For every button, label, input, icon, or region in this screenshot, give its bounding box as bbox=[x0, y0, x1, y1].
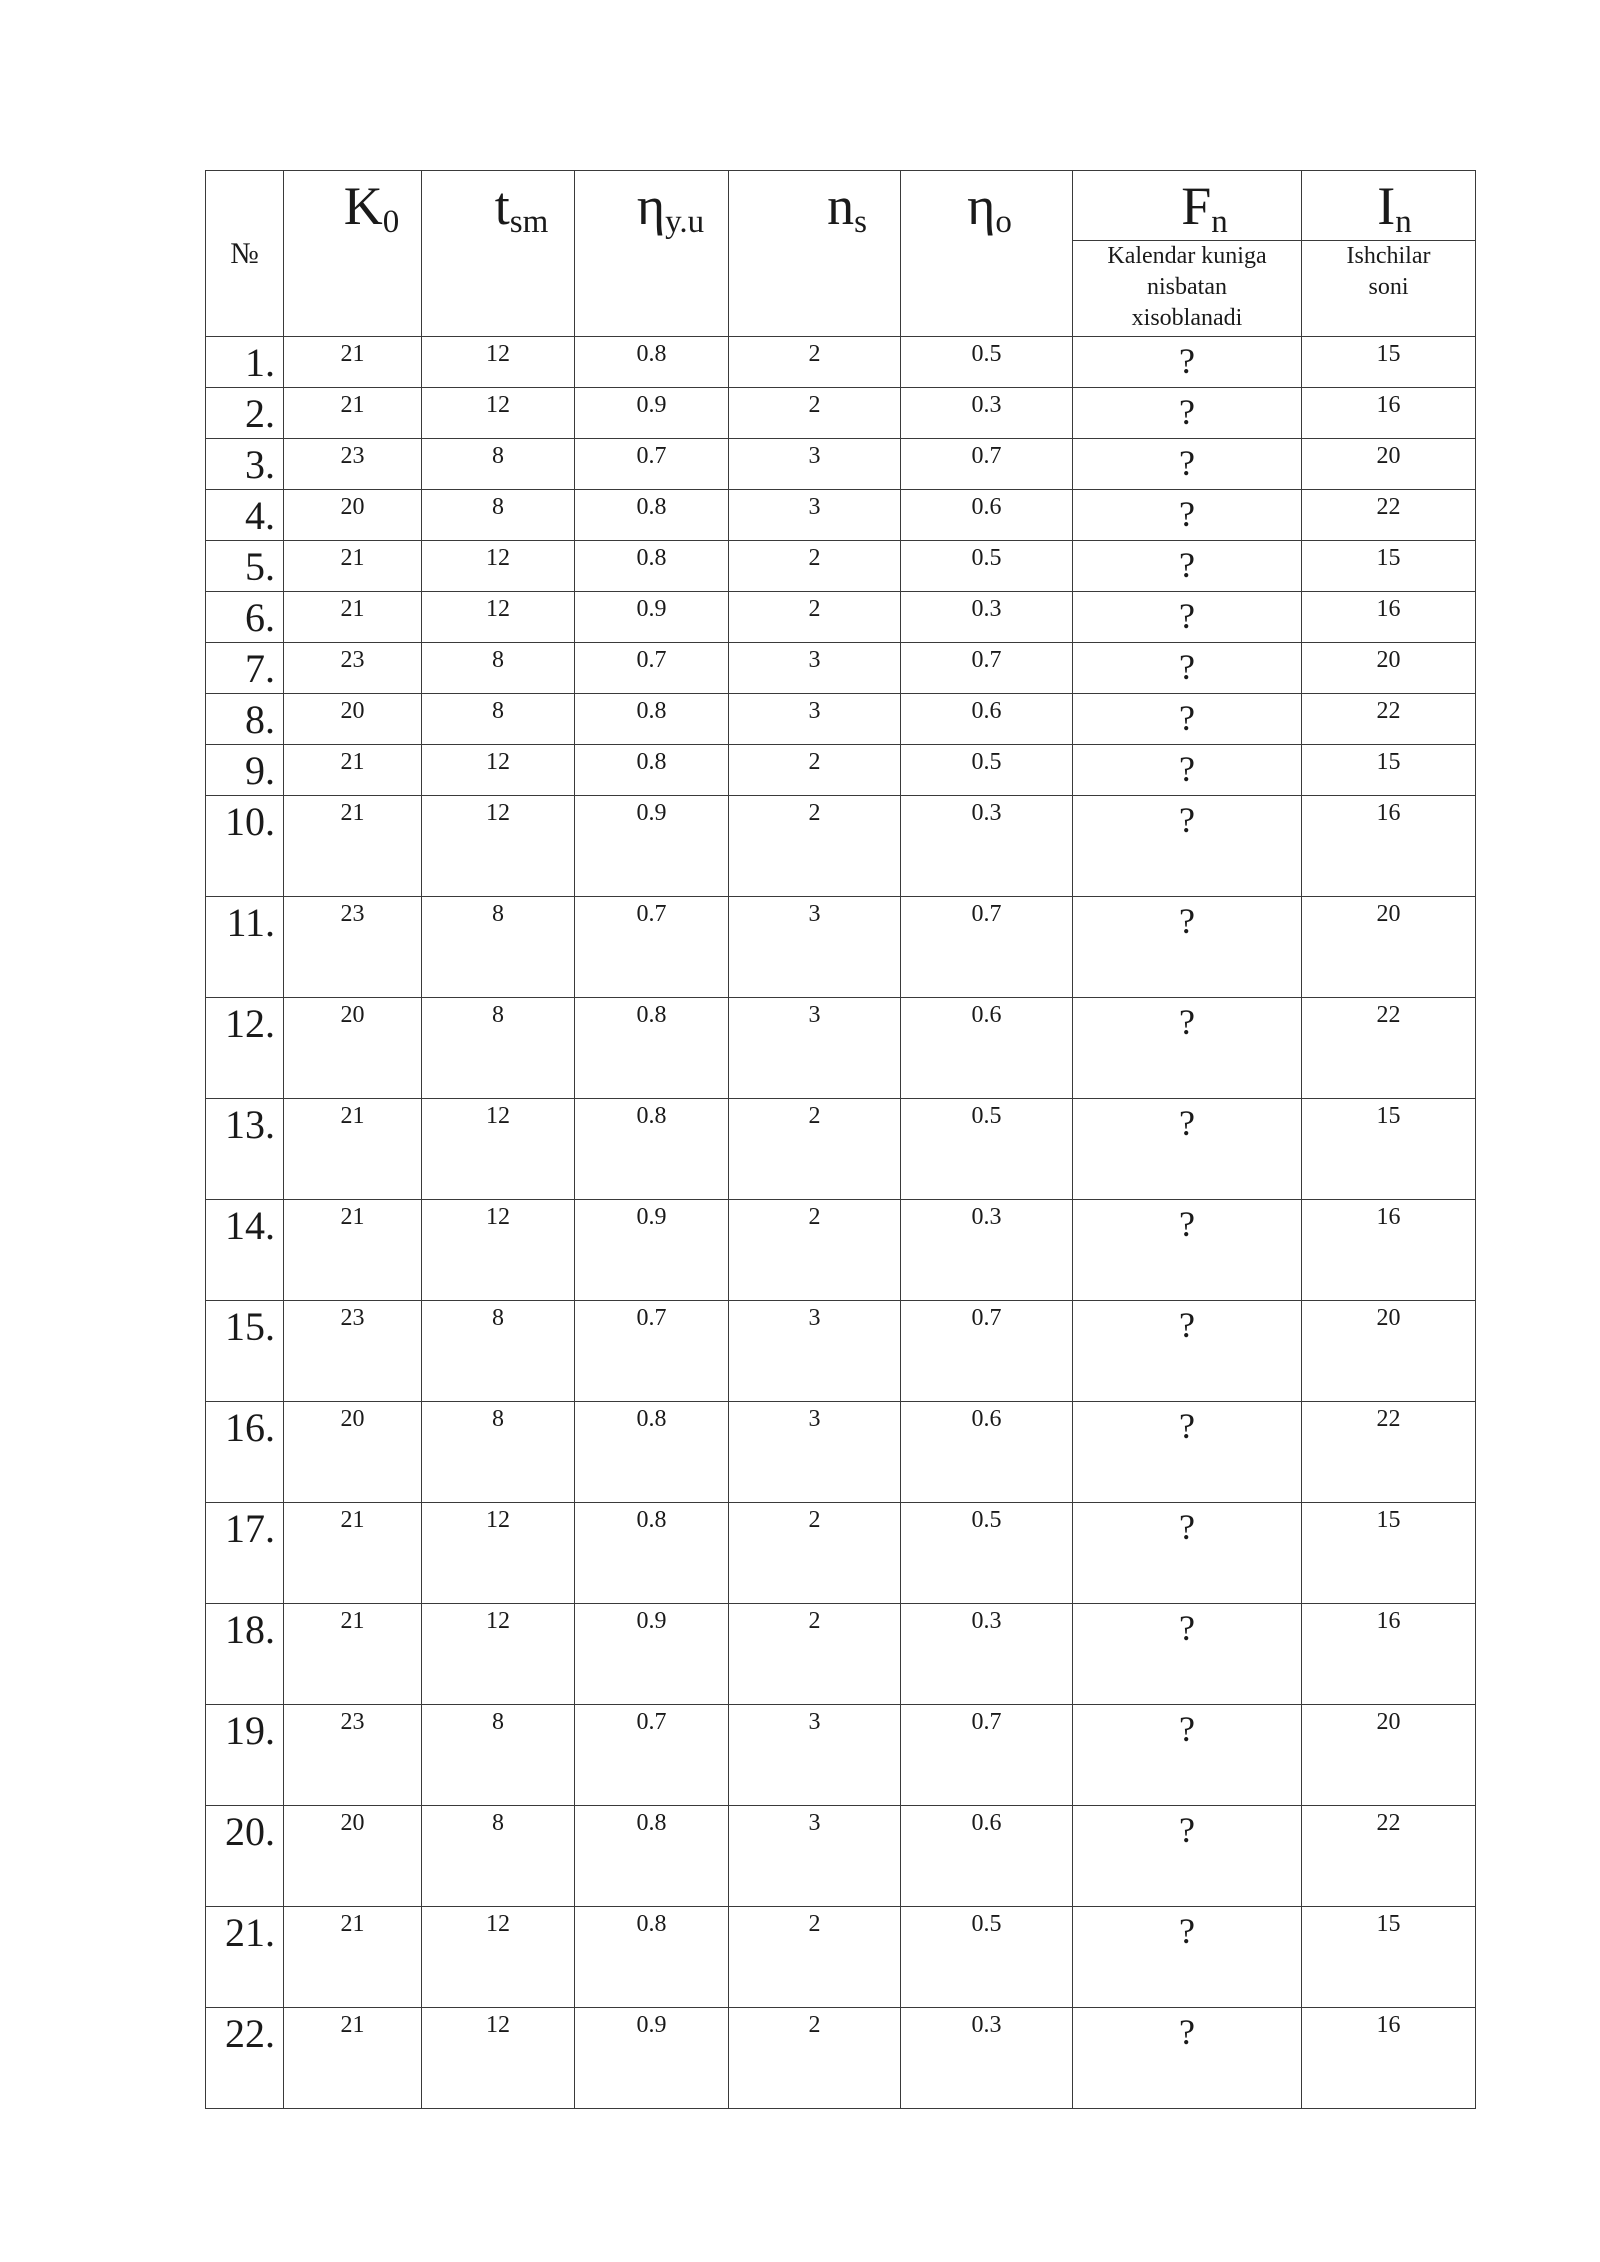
cell-ns: 3 bbox=[729, 1402, 901, 1503]
row-number: 16. bbox=[206, 1402, 284, 1503]
cell-fn: ? bbox=[1073, 592, 1302, 643]
table-row bbox=[206, 1705, 1476, 1806]
header-number-label: № bbox=[230, 236, 259, 270]
cell-eta-yu: 0.9 bbox=[575, 796, 729, 897]
cell-in: 15 bbox=[1302, 541, 1476, 592]
table-row bbox=[206, 2008, 1476, 2109]
table-row bbox=[206, 1907, 1476, 2008]
cell-eta-yu: 0.8 bbox=[575, 1402, 729, 1503]
row-number: 7. bbox=[206, 643, 284, 694]
cell-eta-o: 0.5 bbox=[901, 745, 1073, 796]
cell-ns: 2 bbox=[729, 337, 901, 388]
table-row bbox=[206, 541, 1476, 592]
cell-fn: ? bbox=[1073, 1907, 1302, 2008]
cell-eta-yu: 0.8 bbox=[575, 1099, 729, 1200]
cell-ns: 3 bbox=[729, 1301, 901, 1402]
cell-in: 20 bbox=[1302, 1301, 1476, 1402]
header-fn-note-text: Kalendar kuniga nisbatan xisoblanadi bbox=[1107, 243, 1267, 331]
cell-eta-yu: 0.8 bbox=[575, 1806, 729, 1907]
row-number: 17. bbox=[206, 1503, 284, 1604]
cell-k0: 21 bbox=[284, 796, 422, 897]
header-eta-o-sub: o bbox=[995, 204, 1012, 240]
cell-eta-o: 0.3 bbox=[901, 796, 1073, 897]
cell-fn: ? bbox=[1073, 897, 1302, 998]
cell-tsm: 12 bbox=[422, 1099, 575, 1200]
cell-tsm: 8 bbox=[422, 1301, 575, 1402]
cell-eta-yu: 0.8 bbox=[575, 541, 729, 592]
cell-eta-o: 0.6 bbox=[901, 694, 1073, 745]
row-number: 12. bbox=[206, 998, 284, 1099]
cell-tsm: 12 bbox=[422, 796, 575, 897]
cell-fn: ? bbox=[1073, 745, 1302, 796]
cell-eta-yu: 0.8 bbox=[575, 1907, 729, 2008]
table-row bbox=[206, 796, 1476, 897]
cell-ns: 3 bbox=[729, 643, 901, 694]
header-fn-note bbox=[1073, 241, 1302, 337]
row-number: 18. bbox=[206, 1604, 284, 1705]
cell-k0: 20 bbox=[284, 490, 422, 541]
row-number: 8. bbox=[206, 694, 284, 745]
header-number bbox=[206, 171, 284, 337]
cell-k0: 21 bbox=[284, 592, 422, 643]
row-number: 5. bbox=[206, 541, 284, 592]
cell-eta-o: 0.6 bbox=[901, 1402, 1073, 1503]
cell-fn: ? bbox=[1073, 694, 1302, 745]
cell-ns: 2 bbox=[729, 1200, 901, 1301]
header-tsm-sub: sm bbox=[509, 204, 549, 240]
cell-k0: 20 bbox=[284, 1806, 422, 1907]
cell-eta-yu: 0.8 bbox=[575, 1503, 729, 1604]
table-row bbox=[206, 1402, 1476, 1503]
cell-in: 15 bbox=[1302, 1099, 1476, 1200]
cell-k0: 23 bbox=[284, 643, 422, 694]
cell-ns: 2 bbox=[729, 541, 901, 592]
cell-in: 20 bbox=[1302, 1705, 1476, 1806]
cell-eta-yu: 0.8 bbox=[575, 745, 729, 796]
header-fn bbox=[1073, 171, 1302, 241]
cell-ns: 3 bbox=[729, 1705, 901, 1806]
cell-in: 22 bbox=[1302, 998, 1476, 1099]
cell-fn: ? bbox=[1073, 439, 1302, 490]
table-row bbox=[206, 1503, 1476, 1604]
row-number: 1. bbox=[206, 337, 284, 388]
row-number: 11. bbox=[206, 897, 284, 998]
header-eta-yu-main: η bbox=[636, 176, 666, 236]
cell-tsm: 8 bbox=[422, 998, 575, 1099]
cell-ns: 3 bbox=[729, 998, 901, 1099]
cell-ns: 3 bbox=[729, 439, 901, 490]
header-ns bbox=[729, 171, 901, 337]
cell-in: 22 bbox=[1302, 490, 1476, 541]
table-row bbox=[206, 998, 1476, 1099]
header-in-main: I bbox=[1377, 176, 1396, 236]
cell-k0: 23 bbox=[284, 1705, 422, 1806]
table-row bbox=[206, 897, 1476, 998]
cell-eta-yu: 0.8 bbox=[575, 694, 729, 745]
header-tsm-main: t bbox=[494, 176, 510, 236]
cell-tsm: 8 bbox=[422, 1402, 575, 1503]
cell-eta-yu: 0.9 bbox=[575, 2008, 729, 2109]
cell-tsm: 12 bbox=[422, 745, 575, 796]
cell-eta-yu: 0.8 bbox=[575, 490, 729, 541]
row-number: 14. bbox=[206, 1200, 284, 1301]
cell-k0: 20 bbox=[284, 694, 422, 745]
cell-eta-yu: 0.9 bbox=[575, 1604, 729, 1705]
table-row bbox=[206, 592, 1476, 643]
cell-eta-o: 0.7 bbox=[901, 1301, 1073, 1402]
header-tsm bbox=[422, 171, 575, 337]
table-row bbox=[206, 337, 1476, 388]
cell-in: 20 bbox=[1302, 439, 1476, 490]
cell-ns: 2 bbox=[729, 1099, 901, 1200]
cell-eta-o: 0.5 bbox=[901, 1099, 1073, 1200]
cell-tsm: 12 bbox=[422, 1604, 575, 1705]
cell-eta-o: 0.5 bbox=[901, 337, 1073, 388]
cell-k0: 21 bbox=[284, 388, 422, 439]
row-number: 19. bbox=[206, 1705, 284, 1806]
cell-eta-yu: 0.7 bbox=[575, 1705, 729, 1806]
header-fn-sub: n bbox=[1211, 204, 1228, 240]
cell-eta-o: 0.3 bbox=[901, 1604, 1073, 1705]
cell-in: 15 bbox=[1302, 745, 1476, 796]
cell-tsm: 8 bbox=[422, 1806, 575, 1907]
table-row bbox=[206, 490, 1476, 541]
cell-fn: ? bbox=[1073, 1503, 1302, 1604]
cell-fn: ? bbox=[1073, 2008, 1302, 2109]
cell-eta-o: 0.5 bbox=[901, 541, 1073, 592]
cell-in: 22 bbox=[1302, 1806, 1476, 1907]
cell-tsm: 8 bbox=[422, 897, 575, 998]
cell-ns: 2 bbox=[729, 1604, 901, 1705]
cell-in: 22 bbox=[1302, 1402, 1476, 1503]
table-row bbox=[206, 694, 1476, 745]
table-row bbox=[206, 1200, 1476, 1301]
cell-k0: 21 bbox=[284, 1200, 422, 1301]
header-ns-main: n bbox=[827, 176, 855, 236]
row-number: 2. bbox=[206, 388, 284, 439]
cell-tsm: 12 bbox=[422, 388, 575, 439]
cell-k0: 20 bbox=[284, 998, 422, 1099]
cell-fn: ? bbox=[1073, 1301, 1302, 1402]
header-in-sub: n bbox=[1395, 204, 1412, 240]
cell-eta-yu: 0.7 bbox=[575, 1301, 729, 1402]
cell-tsm: 12 bbox=[422, 541, 575, 592]
cell-ns: 2 bbox=[729, 592, 901, 643]
cell-tsm: 12 bbox=[422, 1907, 575, 2008]
cell-fn: ? bbox=[1073, 1705, 1302, 1806]
cell-k0: 21 bbox=[284, 745, 422, 796]
cell-in: 16 bbox=[1302, 388, 1476, 439]
cell-eta-yu: 0.9 bbox=[575, 592, 729, 643]
cell-tsm: 8 bbox=[422, 1705, 575, 1806]
cell-ns: 3 bbox=[729, 1806, 901, 1907]
cell-in: 16 bbox=[1302, 2008, 1476, 2109]
cell-ns: 2 bbox=[729, 388, 901, 439]
table-row bbox=[206, 1099, 1476, 1200]
cell-eta-o: 0.6 bbox=[901, 1806, 1073, 1907]
cell-eta-yu: 0.7 bbox=[575, 643, 729, 694]
row-number: 15. bbox=[206, 1301, 284, 1402]
data-table bbox=[205, 170, 1476, 2109]
cell-k0: 20 bbox=[284, 1402, 422, 1503]
header-ns-sub: s bbox=[854, 204, 867, 240]
cell-ns: 3 bbox=[729, 490, 901, 541]
cell-in: 20 bbox=[1302, 643, 1476, 694]
cell-eta-o: 0.6 bbox=[901, 998, 1073, 1099]
cell-k0: 21 bbox=[284, 2008, 422, 2109]
row-number: 20. bbox=[206, 1806, 284, 1907]
cell-eta-o: 0.3 bbox=[901, 2008, 1073, 2109]
cell-in: 15 bbox=[1302, 337, 1476, 388]
cell-k0: 23 bbox=[284, 439, 422, 490]
table-row bbox=[206, 643, 1476, 694]
table-row bbox=[206, 388, 1476, 439]
header-in bbox=[1302, 171, 1476, 241]
row-number: 10. bbox=[206, 796, 284, 897]
cell-tsm: 12 bbox=[422, 592, 575, 643]
cell-eta-o: 0.3 bbox=[901, 592, 1073, 643]
cell-in: 16 bbox=[1302, 592, 1476, 643]
cell-tsm: 8 bbox=[422, 439, 575, 490]
cell-eta-o: 0.7 bbox=[901, 1705, 1073, 1806]
cell-eta-o: 0.7 bbox=[901, 643, 1073, 694]
cell-eta-yu: 0.9 bbox=[575, 1200, 729, 1301]
header-k0-main: K bbox=[343, 176, 383, 236]
header-in-note-text: Ishchilar soni bbox=[1346, 243, 1431, 300]
cell-fn: ? bbox=[1073, 541, 1302, 592]
cell-fn: ? bbox=[1073, 998, 1302, 1099]
cell-fn: ? bbox=[1073, 1604, 1302, 1705]
table-row bbox=[206, 1604, 1476, 1705]
cell-tsm: 12 bbox=[422, 1200, 575, 1301]
header-eta-yu bbox=[575, 171, 729, 337]
row-number: 13. bbox=[206, 1099, 284, 1200]
cell-ns: 2 bbox=[729, 796, 901, 897]
table-row bbox=[206, 1301, 1476, 1402]
table-row bbox=[206, 745, 1476, 796]
cell-eta-o: 0.3 bbox=[901, 1200, 1073, 1301]
cell-eta-o: 0.7 bbox=[901, 439, 1073, 490]
cell-ns: 2 bbox=[729, 745, 901, 796]
cell-in: 16 bbox=[1302, 1604, 1476, 1705]
cell-eta-yu: 0.8 bbox=[575, 998, 729, 1099]
header-in-note bbox=[1302, 241, 1476, 337]
header-fn-main: F bbox=[1181, 176, 1212, 236]
cell-ns: 2 bbox=[729, 2008, 901, 2109]
cell-fn: ? bbox=[1073, 490, 1302, 541]
cell-k0: 21 bbox=[284, 1604, 422, 1705]
row-number: 21. bbox=[206, 1907, 284, 2008]
header-eta-o bbox=[901, 171, 1073, 337]
header-eta-o-main: η bbox=[967, 176, 996, 236]
cell-k0: 21 bbox=[284, 337, 422, 388]
cell-ns: 2 bbox=[729, 1907, 901, 2008]
cell-in: 15 bbox=[1302, 1503, 1476, 1604]
cell-in: 16 bbox=[1302, 796, 1476, 897]
cell-eta-yu: 0.7 bbox=[575, 439, 729, 490]
header-k0 bbox=[284, 171, 422, 337]
cell-in: 20 bbox=[1302, 897, 1476, 998]
cell-fn: ? bbox=[1073, 337, 1302, 388]
cell-tsm: 12 bbox=[422, 337, 575, 388]
cell-eta-o: 0.6 bbox=[901, 490, 1073, 541]
cell-in: 16 bbox=[1302, 1200, 1476, 1301]
cell-fn: ? bbox=[1073, 1099, 1302, 1200]
row-number: 4. bbox=[206, 490, 284, 541]
cell-eta-yu: 0.9 bbox=[575, 388, 729, 439]
row-number: 6. bbox=[206, 592, 284, 643]
cell-tsm: 12 bbox=[422, 1503, 575, 1604]
cell-fn: ? bbox=[1073, 1200, 1302, 1301]
cell-in: 22 bbox=[1302, 694, 1476, 745]
row-number: 9. bbox=[206, 745, 284, 796]
cell-ns: 2 bbox=[729, 1503, 901, 1604]
cell-fn: ? bbox=[1073, 643, 1302, 694]
cell-k0: 23 bbox=[284, 1301, 422, 1402]
cell-ns: 3 bbox=[729, 897, 901, 998]
cell-fn: ? bbox=[1073, 1806, 1302, 1907]
cell-k0: 21 bbox=[284, 1099, 422, 1200]
cell-in: 15 bbox=[1302, 1907, 1476, 2008]
cell-tsm: 12 bbox=[422, 2008, 575, 2109]
cell-k0: 23 bbox=[284, 897, 422, 998]
cell-eta-o: 0.5 bbox=[901, 1907, 1073, 2008]
cell-eta-o: 0.3 bbox=[901, 388, 1073, 439]
cell-ns: 3 bbox=[729, 694, 901, 745]
cell-eta-yu: 0.7 bbox=[575, 897, 729, 998]
row-number: 22. bbox=[206, 2008, 284, 2109]
header-eta-yu-sub: y.u bbox=[665, 204, 705, 240]
table-row bbox=[206, 1806, 1476, 1907]
row-number: 3. bbox=[206, 439, 284, 490]
table-row bbox=[206, 439, 1476, 490]
cell-k0: 21 bbox=[284, 1907, 422, 2008]
cell-tsm: 8 bbox=[422, 490, 575, 541]
cell-eta-o: 0.7 bbox=[901, 897, 1073, 998]
cell-fn: ? bbox=[1073, 1402, 1302, 1503]
cell-eta-o: 0.5 bbox=[901, 1503, 1073, 1604]
header-k0-sub: 0 bbox=[382, 204, 400, 240]
cell-k0: 21 bbox=[284, 541, 422, 592]
cell-fn: ? bbox=[1073, 796, 1302, 897]
cell-eta-yu: 0.8 bbox=[575, 337, 729, 388]
cell-fn: ? bbox=[1073, 388, 1302, 439]
cell-k0: 21 bbox=[284, 1503, 422, 1604]
cell-tsm: 8 bbox=[422, 643, 575, 694]
cell-tsm: 8 bbox=[422, 694, 575, 745]
